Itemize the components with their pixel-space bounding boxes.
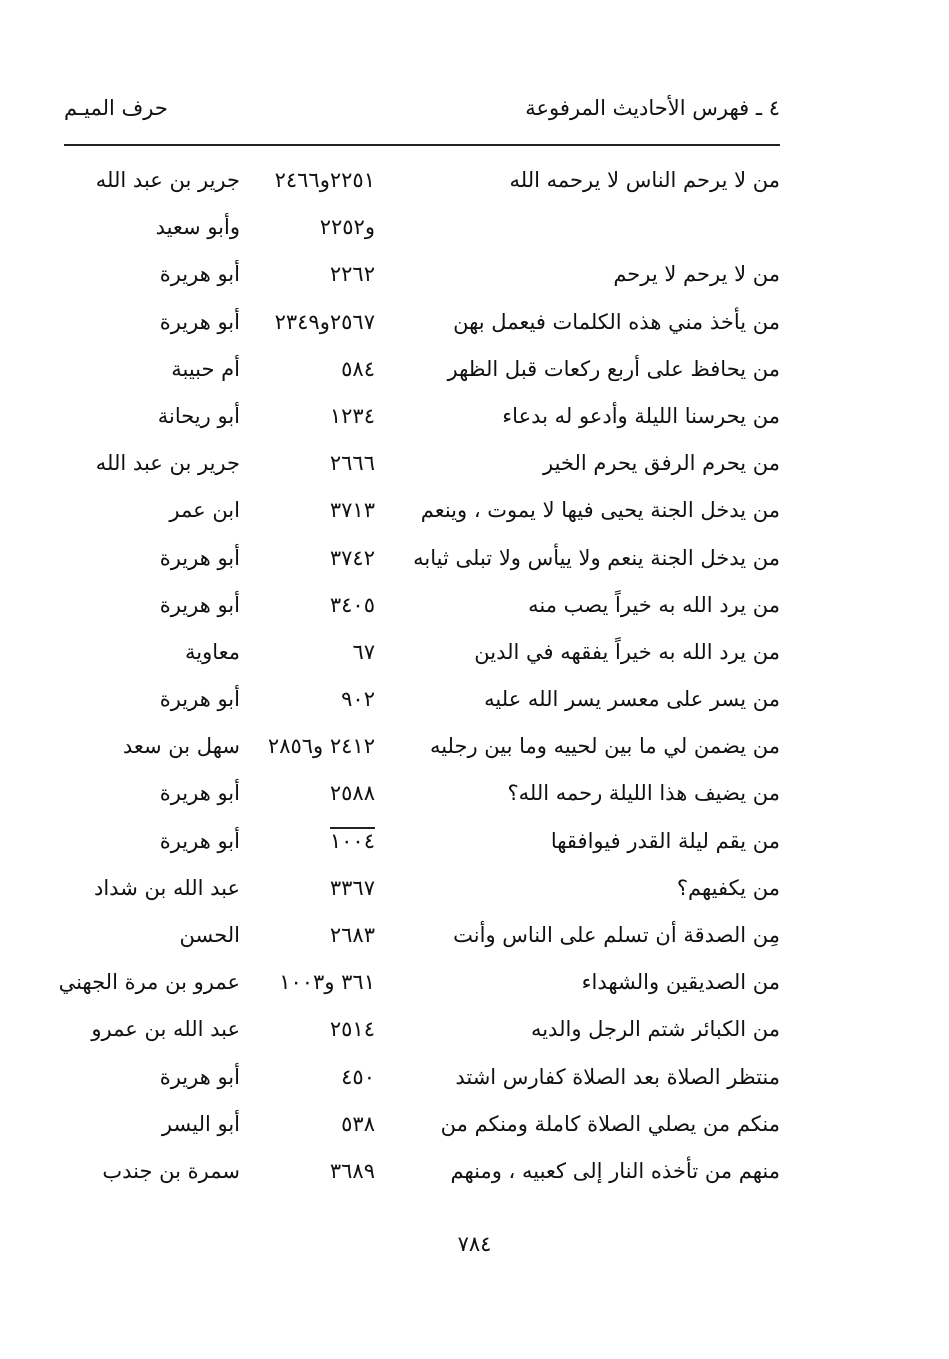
narrator-name: أبو اليسر <box>161 1111 240 1136</box>
table-row <box>40 962 780 1009</box>
table-row <box>40 915 780 962</box>
narrator-name: أبو هريرة <box>159 592 240 617</box>
hadith-numbers-value: ٥٨٤ <box>341 356 375 381</box>
narrator-name: عبد الله بن شداد <box>94 875 240 900</box>
hadith-text: من يدخل الجنة يحيى فيها لا يموت ، وينعم <box>420 498 780 523</box>
hadith-text: من يحرسنا الليلة وأدعو له بدعاء <box>502 403 780 428</box>
table-row <box>40 868 780 915</box>
hadith-numbers <box>225 498 375 522</box>
hadith-text: من لا يرحم لا يرحم <box>613 262 780 287</box>
hadith-numbers-value: و٢٢٥٢ <box>319 215 375 240</box>
hadith-numbers-value: ٣٦٨٩ <box>329 1158 375 1183</box>
narrator-name: سهل بن سعد <box>122 734 240 759</box>
hadith-numbers-value: ٢٤١٢ و٢٨٥٦ <box>267 734 375 759</box>
page-number: ٧٨٤ <box>457 1232 492 1256</box>
hadith-numbers-value: ١٠٠٤ <box>329 828 375 853</box>
hadith-numbers <box>225 1017 375 1041</box>
hadith-text: من يرد الله به خيراً يصب منه <box>528 592 780 617</box>
hadith-numbers <box>225 829 375 853</box>
hadith-numbers <box>225 876 375 900</box>
hadith-text: منكم من يصلي الصلاة كاملة ومنكم من <box>440 1111 780 1136</box>
table-row <box>40 254 780 301</box>
header-divider <box>64 144 780 146</box>
hadith-numbers <box>225 1065 375 1089</box>
narrator-name: جرير بن عبد الله <box>95 451 240 476</box>
narrator-name: أبو هريرة <box>159 545 240 570</box>
table-row <box>40 349 780 396</box>
table-row <box>40 585 780 632</box>
hadith-numbers-value: ٣٦١ و١٠٠٣ <box>279 970 375 995</box>
hadith-text: من لا يرحم الناس لا يرحمه الله <box>509 168 780 192</box>
table-row <box>40 302 780 349</box>
narrator-name: أبو هريرة <box>159 1064 240 1089</box>
narrator-name: عبد الله بن عمرو <box>91 1017 240 1042</box>
table-row <box>40 1104 780 1151</box>
hadith-numbers-value: ٣٤٠٥ <box>329 592 375 617</box>
hadith-text: من الكبائر شتم الرجل والديه <box>530 1017 780 1042</box>
hadith-text: من يأخذ مني هذه الكلمات فيعمل بهن <box>453 309 780 334</box>
narrator-name: أبو هريرة <box>159 828 240 853</box>
table-row <box>40 679 780 726</box>
hadith-text: من الصديقين والشهداء <box>581 970 780 995</box>
page-header <box>64 96 780 136</box>
narrator-name: سمرة بن جندب <box>102 1158 240 1183</box>
hadith-numbers-value: ٣٣٦٧ <box>329 875 375 900</box>
hadith-numbers-value: ٢٦٦٦ <box>329 451 375 476</box>
narrator-name: أبو هريرة <box>159 309 240 334</box>
hadith-numbers-value: ٤٥٠ <box>341 1064 375 1089</box>
table-row <box>40 821 780 868</box>
letter-title: حرف الميـم <box>64 96 168 120</box>
narrator-name: عمرو بن مرة الجهني <box>58 970 240 995</box>
hadith-text: منهم من تأخذه النار إلى كعبيه ، ومنهم <box>450 1158 780 1183</box>
hadith-text: من يحافظ على أربع ركعات قبل الظهر <box>447 356 780 381</box>
hadith-numbers-value: ٢٥١٤ <box>329 1017 375 1042</box>
table-row <box>40 207 780 254</box>
narrator-name: أبو هريرة <box>159 262 240 287</box>
hadith-text: من يكفيهم؟ <box>676 875 780 900</box>
hadith-text: من يسر على معسر يسر الله عليه <box>484 687 780 712</box>
hadith-text: من يقم ليلة القدر فيوافقها <box>550 828 780 853</box>
narrator-name: جرير بن عبد الله <box>95 168 240 192</box>
hadith-text: من يضمن لي ما بين لحييه وما بين رجليه <box>429 734 780 759</box>
hadith-numbers <box>225 168 375 192</box>
hadith-numbers-value: ٢٢٥١و٢٤٦٦ <box>274 168 375 192</box>
hadith-index-table <box>40 160 780 1198</box>
narrator-name: ابن عمر <box>169 498 240 523</box>
hadith-numbers <box>225 687 375 711</box>
hadith-text: من يرد الله به خيراً يفقهه في الدين <box>474 639 780 664</box>
hadith-numbers <box>225 262 375 286</box>
narrator-name: أم حبيبة <box>171 356 240 381</box>
hadith-text: منتظر الصلاة بعد الصلاة كفارس اشتد <box>455 1064 780 1089</box>
hadith-numbers <box>225 640 375 664</box>
hadith-numbers <box>225 593 375 617</box>
hadith-numbers-value: ٢٥٦٧و٢٣٤٩ <box>274 309 375 334</box>
hadith-numbers-value: ١٢٣٤ <box>329 403 375 428</box>
hadith-numbers <box>225 215 375 239</box>
table-row <box>40 632 780 679</box>
table-row <box>40 1057 780 1104</box>
hadith-numbers <box>225 546 375 570</box>
narrator-name: الحسن <box>179 923 240 947</box>
narrator-name: معاوية <box>184 639 240 664</box>
table-row <box>40 773 780 820</box>
table-row <box>40 160 780 207</box>
hadith-text: من يحرم الرفق يحرم الخير <box>543 451 780 476</box>
narrator-name: أبو ريحانة <box>157 403 240 428</box>
hadith-text: من يدخل الجنة ينعم ولا ييأس ولا تبلى ثيابه <box>413 545 780 570</box>
hadith-text: من يضيف هذا الليلة رحمه الله؟ <box>507 781 780 806</box>
hadith-numbers <box>225 923 375 947</box>
hadith-numbers <box>225 1112 375 1136</box>
hadith-numbers <box>225 781 375 805</box>
hadith-numbers-value: ٦٧ <box>352 639 375 664</box>
table-row <box>40 396 780 443</box>
narrator-name: وأبو سعيد <box>155 215 240 240</box>
hadith-numbers-value: ٥٣٨ <box>341 1111 375 1136</box>
hadith-numbers <box>225 451 375 475</box>
table-row <box>40 490 780 537</box>
table-row <box>40 1151 780 1198</box>
hadith-numbers <box>225 734 375 758</box>
table-row <box>40 726 780 773</box>
hadith-numbers-value: ٣٧١٣ <box>329 498 375 523</box>
hadith-numbers <box>225 310 375 334</box>
hadith-numbers-value: ٢٦٨٣ <box>329 923 375 947</box>
hadith-numbers <box>225 1159 375 1183</box>
hadith-text: مِن الصدقة أن تسلم على الناس وأنت <box>453 923 780 947</box>
table-row <box>40 538 780 585</box>
section-title: ٤ ـ فهرس الأحاديث المرفوعة <box>525 96 780 120</box>
hadith-numbers-value: ٢٢٦٢ <box>329 262 375 287</box>
hadith-numbers-value: ٣٧٤٢ <box>329 545 375 570</box>
table-row <box>40 1009 780 1056</box>
narrator-name: أبو هريرة <box>159 687 240 712</box>
hadith-numbers <box>225 970 375 994</box>
hadith-numbers-value: ٩٠٢ <box>341 687 375 712</box>
table-row <box>40 443 780 490</box>
narrator-name: أبو هريرة <box>159 781 240 806</box>
hadith-numbers <box>225 357 375 381</box>
hadith-numbers <box>225 404 375 428</box>
hadith-numbers-value: ٢٥٨٨ <box>329 781 375 806</box>
